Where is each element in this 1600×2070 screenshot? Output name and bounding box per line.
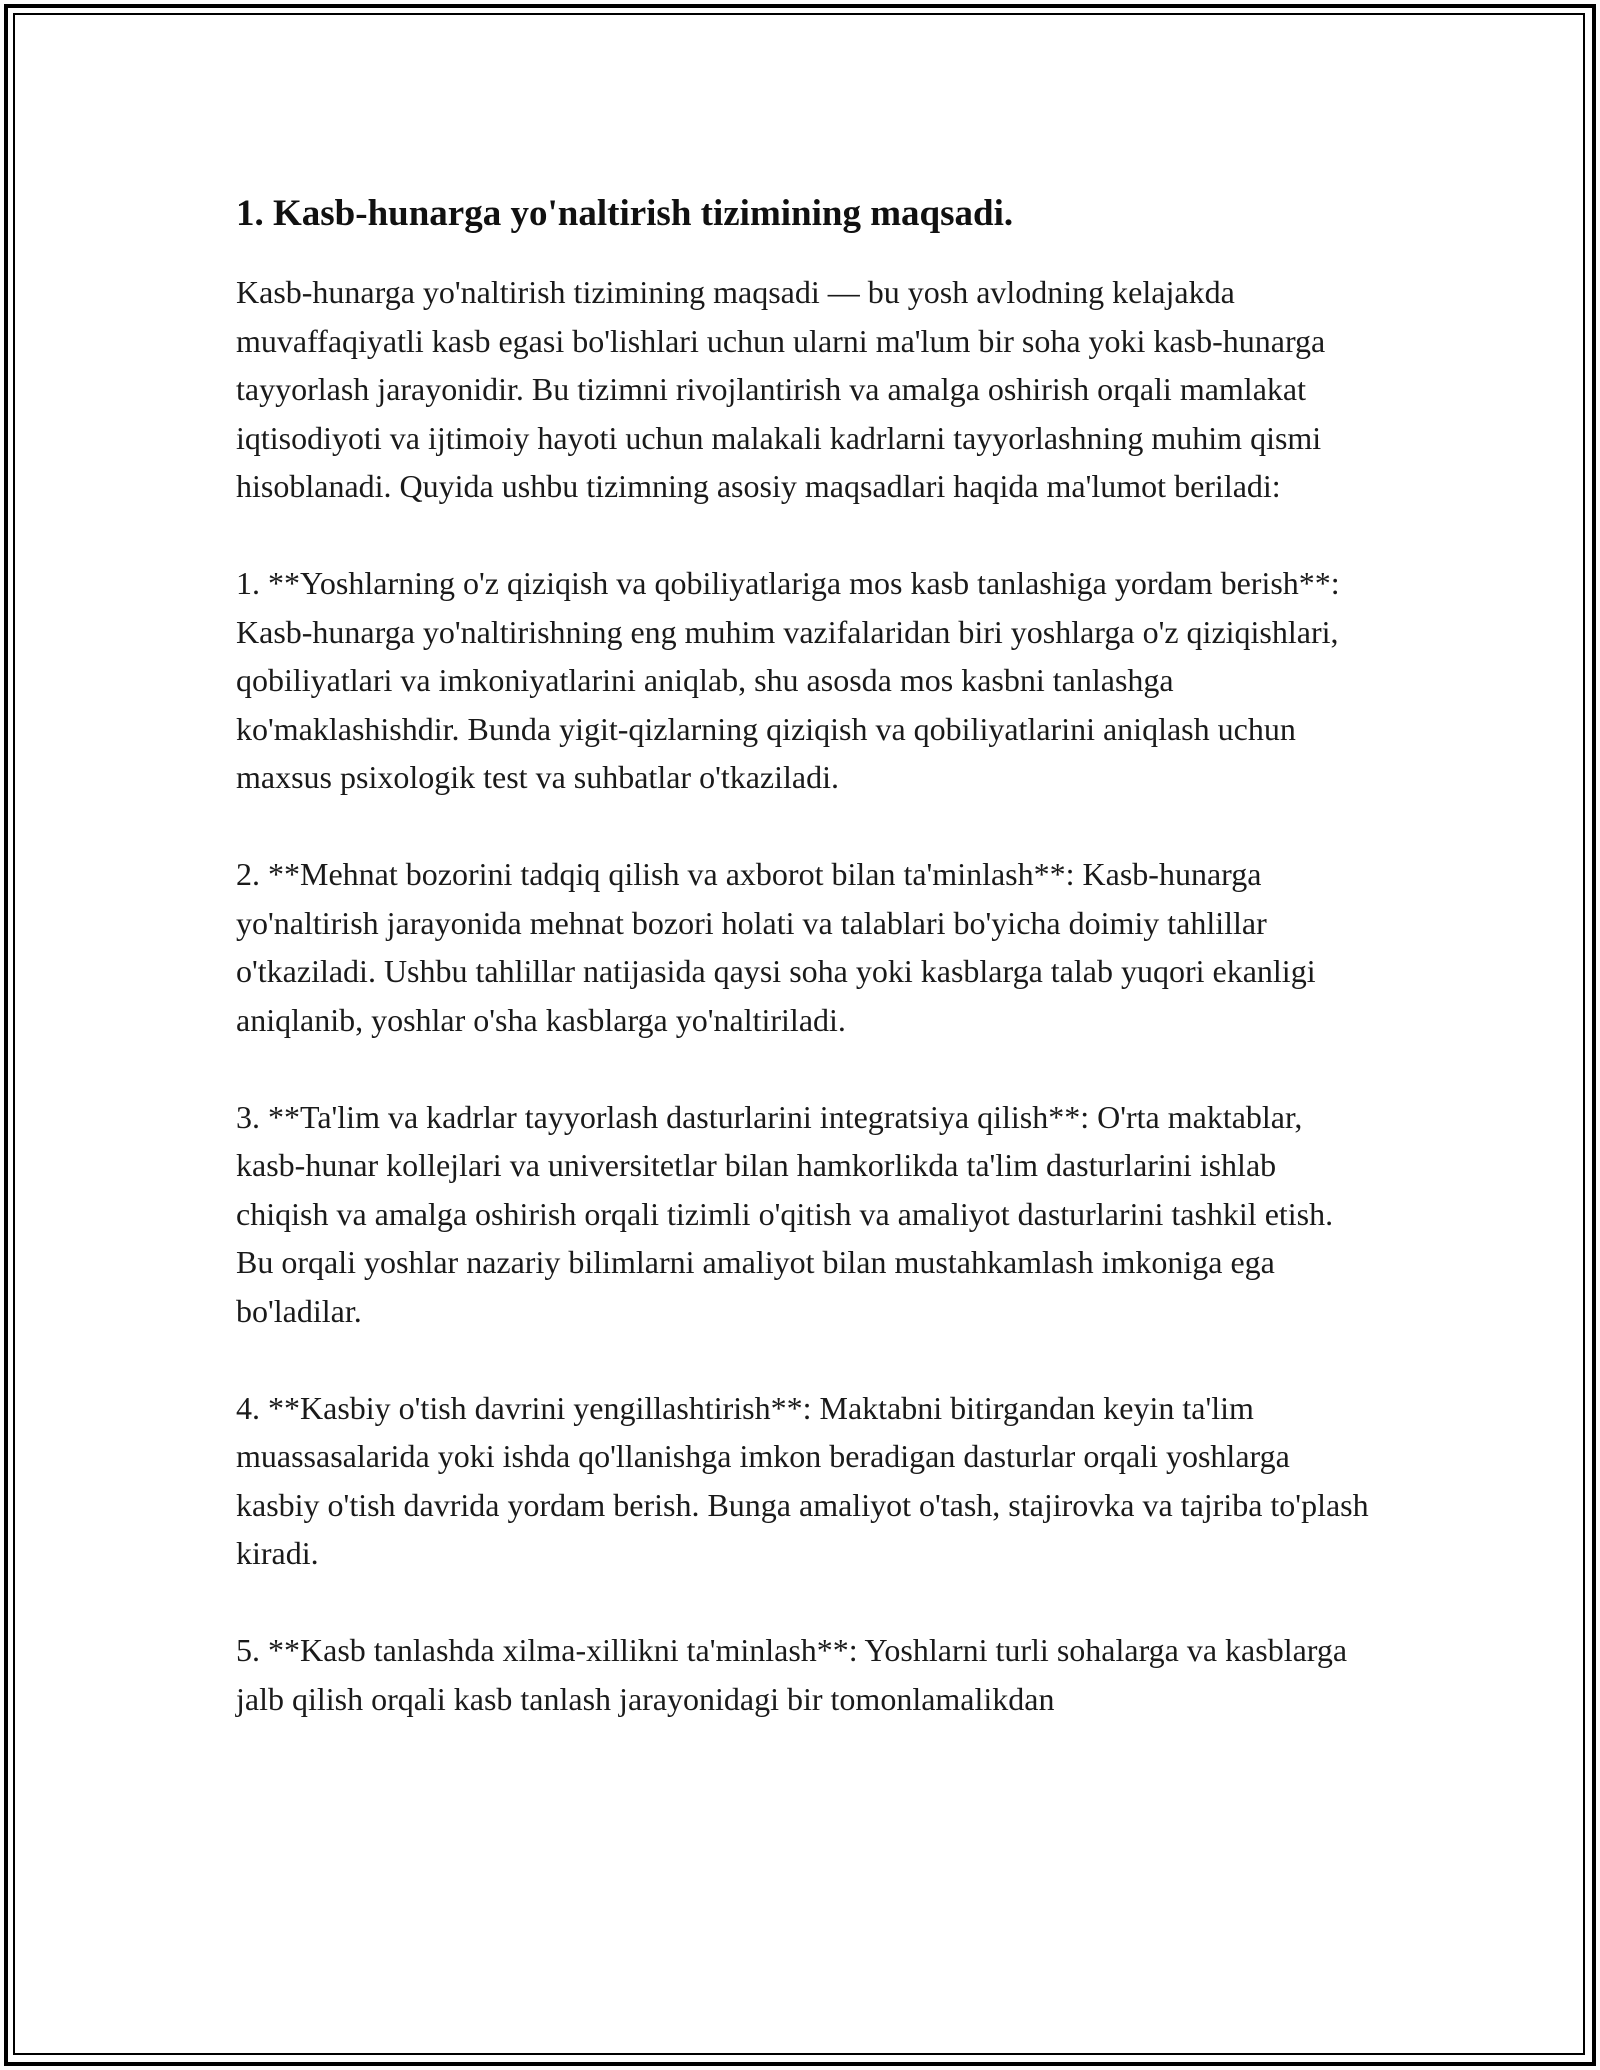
document-heading: 1. Kasb-hunarga yo'naltirish tizimining maqsadi.: [236, 193, 1014, 234]
list-item-paragraph-1: 1. **Yoshlarning o'z qiziqish va qobiliyatlariga mos kasb tanlashiga yordam berish**: Kasb-hunarga yo'naltirishning eng muhim vazifalaridan biri yoshlarga o'z qiziqishlari, qobiliyatlari va imkoniyatlarini aniqlab, shu asosda mos kasbni tanlashga ko'maklashishdir. Bunda yigit-qizlarning qiziqish va qobiliyatlarini aniqlash uchun maxsus psixologik test va suhbatlar o'tkaziladi.: [236, 565, 1340, 795]
intro-paragraph: Kasb-hunarga yo'naltirish tizimining maqsadi — bu yosh avlodning kelajakda muvaffaqiyatli kasb egasi bo'lishlari uchun ularni ma'lum bir soha yoki kasb-hunarga tayyorlash jarayonidir. Bu tizimni rivojlantirish va amalga oshirish orqali mamlakat iqtisodiyoti va ijtimoiy hayoti uchun malakali kadrlarni tayyorlashning muhim qismi hisoblanadi. Quyida ushbu tizimning asosiy maqsadlari haqida ma'lumot beriladi:: [236, 274, 1326, 504]
document-body: [236, 188, 1376, 1723]
list-item-paragraph-2: 2. **Mehnat bozorini tadqiq qilish va axborot bilan ta'minlash**: Kasb-hunarga yo'naltirish jarayonida mehnat bozori holati va talablari bo'yicha doimiy tahlillar o'tkaziladi. Ushbu tahlillar natijasida qaysi soha yoki kasblarga talab yuqori ekanligi aniqlanib, yoshlar o'sha kasblarga yo'naltiriladi.: [236, 856, 1316, 1038]
list-item-paragraph-5: 5. **Kasb tanlashda xilma-xillikni ta'minlash**: Yoshlarni turli sohalarga va kasblarga jalb qilish orqali kasb tanlash jarayonidagi bir tomonlamalikdan: [236, 1632, 1348, 1717]
list-item-paragraph-4: 4. **Kasbiy o'tish davrini yengillashtirish**: Maktabni bitirgandan keyin ta'lim muassasalarida yoki ishda qo'llanishga imkon beradigan dasturlar orqali yoshlarga kasbiy o'tish davrida yordam berish. Bunga amaliyot o'tash, stajirovka va tajriba to'plash kiradi.: [236, 1389, 1369, 1571]
list-item-paragraph-3: 3. **Ta'lim va kadrlar tayyorlash dasturlarini integratsiya qilish**: O'rta maktablar, kasb-hunar kollejlari va universitetlar bilan hamkorlikda ta'lim dasturlarini ishlab chiqish va amalga oshirish orqali tizimli o'qitish va amaliyot dasturlarini tashkil etish. Bu orqali yoshlar nazariy bilimlarni amaliyot bilan mustahkamlash imkoniga ega bo'ladilar.: [236, 1098, 1334, 1329]
